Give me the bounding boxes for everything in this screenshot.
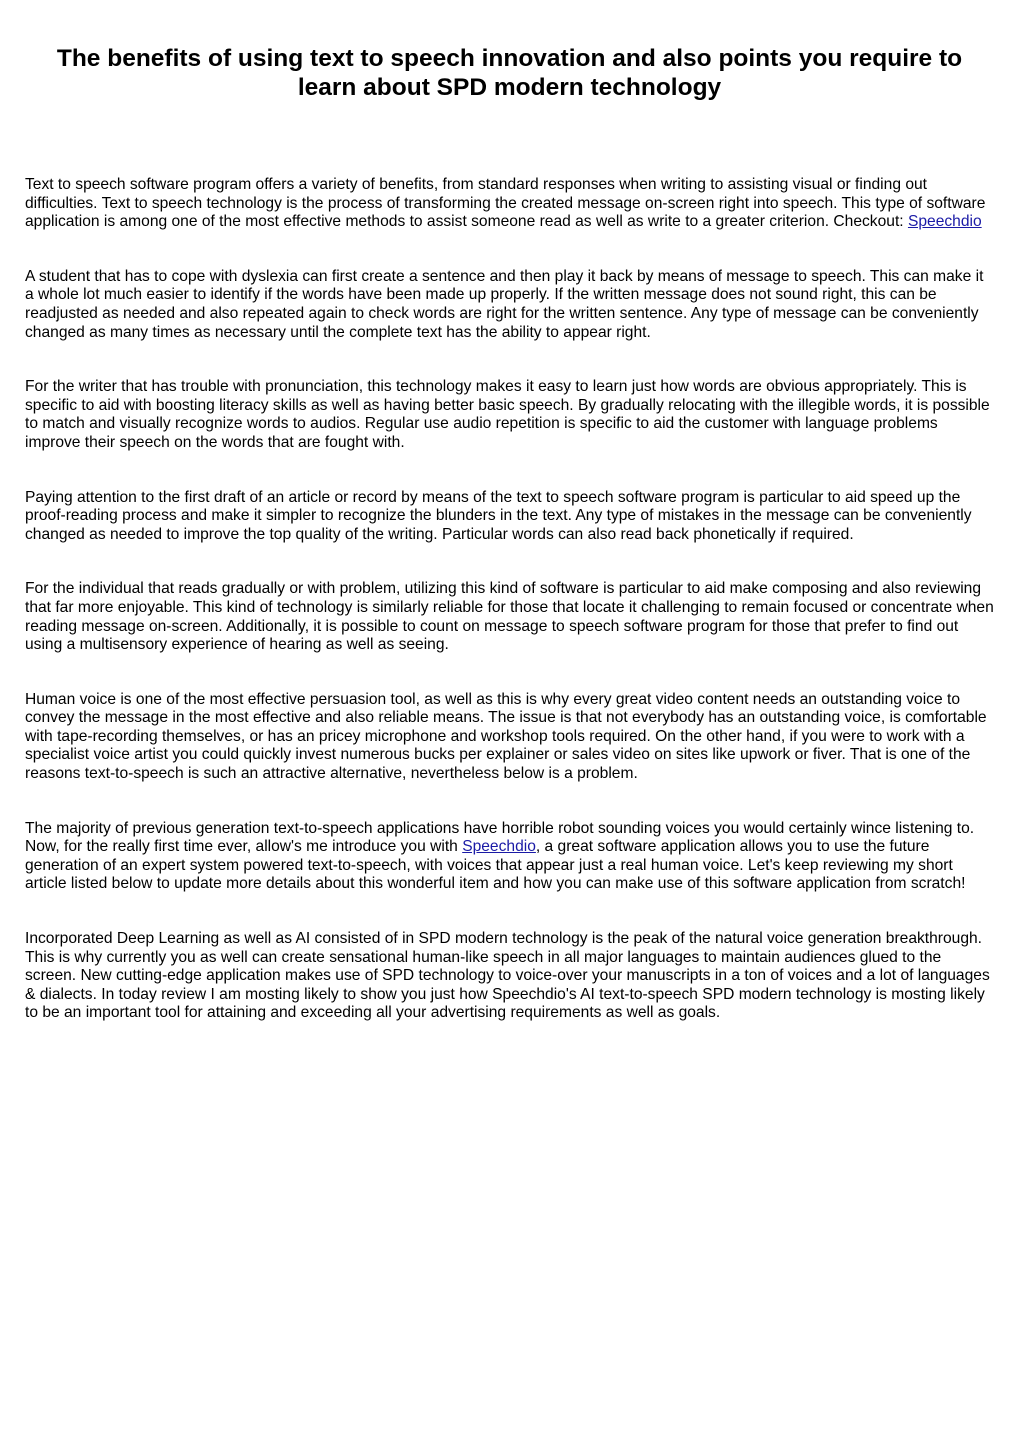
- paragraph-text: Text to speech software program offers a variety of benefits, from standard responses when writing to assisting visual or finding out difficulties. Text to speech technology is the process of transforming the created message on-screen right into speech. This type of software application is among one of the most effective methods to assist someone read as well as write to a greater criterion. Checkout:: [25, 176, 986, 231]
- paragraph-7: [25, 820, 994, 894]
- paragraph-1: [25, 176, 994, 232]
- paragraph-text: Incorporated Deep Learning as well as AI consisted of in SPD modern technology is the peak of the natural voice generation breakthrough. This is why currently you as well can create sensational human-like speech in all major languages to maintain audiences glued to the screen. New cutting-edge application makes use of SPD technology to voice-over your manuscripts in a ton of voices and a lot of languages & dialects. In today review I am mosting likely to show you just how Speechdio's AI text-to-speech SPD modern technology is mosting likely to be an important tool for attaining and exceeding all your advertising requirements as well as goals.: [25, 930, 990, 1022]
- paragraph-text: A student that has to cope with dyslexia can first create a sentence and then play it back by means of message to speech. This can make it a whole lot much easier to identify if the words have been made up properly. If the written message does not sound right, this can be readjusted as needed and also repeated again to check words are right for the written sentence. Any type of message can be conveniently changed as many times as necessary until the complete text has the ability to appear right.: [25, 267, 984, 341]
- paragraph-text: For the writer that has trouble with pronunciation, this technology makes it easy to learn just how words are obvious appropriately. This is specific to aid with boosting literacy skills as well as having better basic speech. By gradually relocating with the illegible words, it is possible to match and visually recognize words to audios. Regular use audio repetition is specific to aid the customer with language problems improve their speech on the words that are fought with.: [25, 378, 990, 451]
- paragraph-text: Paying attention to the first draft of an article or record by means of the text to speech software program is particular to aid speed up the proof-reading process and make it simpler to recognize the blunders in the text. Any type of mistakes in the message can be conveniently changed as needed to improve the top quality of the writing. Particular words can also read back phonetically if required.: [25, 488, 972, 543]
- paragraph-2: [25, 268, 994, 342]
- paragraph-text: For the individual that reads gradually or with problem, utilizing this kind of software is particular to aid make composing and also reviewing that far more enjoyable. This kind of technology is similarly reliable for those that locate it challenging to remain focused or concentrate when reading message on-screen. Additionally, it is possible to count on message to speech software program for those that prefer to find out using a multisensory experience of hearing as well as seeing.: [25, 580, 994, 654]
- paragraph-5: [25, 580, 994, 654]
- document-body: [25, 176, 994, 1023]
- paragraph-3: [25, 378, 994, 452]
- paragraph-8: [25, 930, 994, 1023]
- document-title: The benefits of using text to speech innovation and also points you require to learn about SPD modern technology: [56, 45, 963, 101]
- paragraph-4: [25, 489, 994, 545]
- speechdio-link[interactable]: Speechdio: [462, 838, 536, 856]
- paragraph-text: Human voice is one of the most effective persuasion tool, as well as this is why every great video content needs an outstanding voice to convey the message in the most effective and also reliable means. The issue is that not everybody has an outstanding voice, is comfortable with tape-recording themselves, or has an pricey microphone and workshop tools required. On the other hand, if you were to work with a specialist voice artist you could quickly invest numerous bucks per explainer or sales video on sites like upwork or fiver. That is one of the reasons text-to-speech is such an attractive alternative, nevertheless below is a problem.: [25, 690, 987, 783]
- speechdio-link[interactable]: Speechdio: [907, 213, 982, 231]
- paragraph-text: , a great software application allows you to use the future generation of an expert system powered text-to-speech, with voices that appear just a real human voice. Let's keep reviewing my short article listed below to update more details about this wonderful item and how you can make use of this software application from scratch!: [25, 838, 966, 893]
- paragraph-6: [25, 691, 994, 784]
- paragraph-text: The majority of previous generation text-to-speech applications have horrible robot sounding voices you would certainly wince listening to. Now, for the really first time ever, allow's me introduce you with: [25, 819, 975, 856]
